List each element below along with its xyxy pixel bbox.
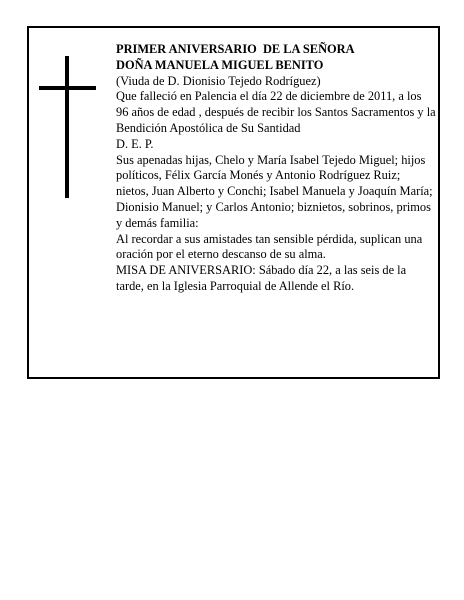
- notice-heading-line-1: PRIMER ANIVERSARIO DE LA SEÑORA: [116, 42, 355, 56]
- cross-icon: [39, 56, 99, 198]
- notice-subtitle: (Viuda de D. Dionisio Tejedo Rodríguez): [116, 73, 321, 88]
- mass-text: MISA DE ANIVERSARIO: Sábado día 22, a las seis de la tarde, en la Iglesia Parroquial de Allende el Río.: [116, 263, 407, 293]
- notice-heading-line-2: DOÑA MANUELA MIGUEL BENITO: [116, 57, 324, 72]
- obituary-notice: [27, 26, 440, 379]
- request-text: Al recordar a sus amistades tan sensible pérdida, suplican una oración por el eterno descanso de su alma.: [116, 231, 423, 262]
- family-text: Sus apenadas hijas, Chelo y María Isabel Tejedo Miguel; hijos políticos, Félix García Monés y Antonio Rodríguez Ruiz; nietos, Juan Alberto y Conchi; Isabel Manuela y Joaquín María; Dionisio Manuel; y Carlos Antonio; biznietos, sobrinos, primos y demás familia:: [116, 152, 433, 230]
- cross-horizontal-bar: [39, 86, 96, 90]
- cross-vertical-bar: [65, 56, 69, 198]
- death-info: Que falleció en Palencia el día 22 de diciembre de 2011, a los 96 años de edad , después de recibir los Santos Sacramentos y la Bendición Apostólica de Su Santidad: [116, 89, 436, 135]
- notice-text: [116, 42, 436, 295]
- rip-text: D. E. P.: [116, 136, 154, 151]
